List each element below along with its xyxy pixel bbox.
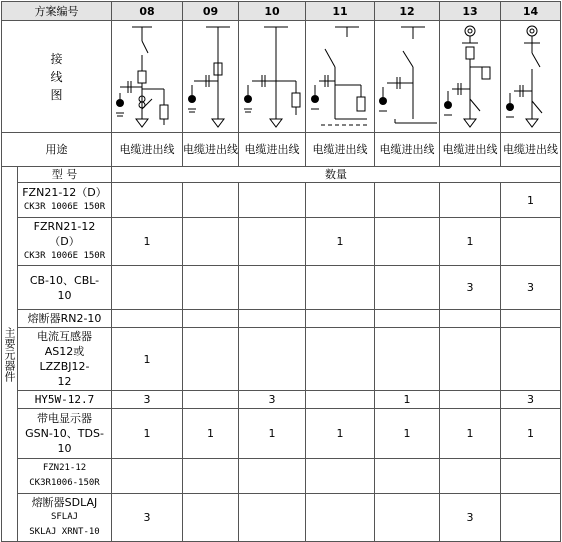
qty-cell — [239, 494, 306, 542]
qty-cell — [239, 328, 306, 391]
qty-cell — [375, 494, 440, 542]
model-line: CK3R 1006E 150R — [23, 251, 106, 261]
qty-cell: 3 — [112, 391, 183, 409]
qty-cell — [183, 328, 239, 391]
wiring-diagram-11 — [307, 23, 373, 131]
qty-cell — [112, 459, 183, 494]
wiring-diagram-14 — [502, 23, 560, 131]
qty-cell: 1 — [440, 409, 501, 459]
qty-cell — [112, 266, 183, 310]
qty-cell — [501, 328, 561, 391]
qty-cell — [501, 218, 561, 266]
qty-cell — [183, 391, 239, 409]
diagram-14 — [501, 21, 561, 133]
qty-cell — [239, 266, 306, 310]
qty-cell — [306, 494, 375, 542]
model-line: 熔断器SDLAJ — [31, 496, 98, 509]
qty-cell: 3 — [501, 391, 561, 409]
qty-cell — [375, 328, 440, 391]
model-line: GSN-10、TDS- — [25, 427, 104, 440]
qty-cell: 3 — [440, 266, 501, 310]
qty-cell: 1 — [440, 218, 501, 266]
qty-cell — [440, 328, 501, 391]
model-line: 10 — [57, 442, 72, 455]
scheme-10: 10 — [239, 2, 306, 21]
diagram-11 — [306, 21, 375, 133]
qty-cell: 1 — [501, 183, 561, 218]
qty-cell — [440, 391, 501, 409]
diagram-08 — [112, 21, 183, 133]
qty-cell — [183, 266, 239, 310]
usage-10: 电缆进出线 — [239, 133, 306, 167]
qty-cell — [501, 459, 561, 494]
diagram-12 — [375, 21, 440, 133]
usage-label: 用途 — [2, 133, 112, 167]
diagram-13 — [440, 21, 501, 133]
wiring-diagram-09 — [184, 23, 238, 131]
qty-cell — [306, 310, 375, 328]
qty-cell: 3 — [239, 391, 306, 409]
scheme-09: 09 — [183, 2, 239, 21]
qty-cell — [306, 391, 375, 409]
usage-row — [2, 133, 561, 167]
usage-12: 电缆进出线 — [375, 133, 440, 167]
table-row — [2, 459, 561, 494]
qty-cell — [306, 266, 375, 310]
qty-cell — [306, 183, 375, 218]
qty-cell — [183, 310, 239, 328]
model-line: 10 — [57, 288, 72, 302]
model-line: FZN21-12 — [42, 463, 87, 473]
model-line: 带电显示器 — [37, 412, 92, 425]
qty-cell — [501, 310, 561, 328]
qty-cell: 1 — [239, 409, 306, 459]
usage-13: 电缆进出线 — [440, 133, 501, 167]
model-cell — [18, 328, 112, 391]
scheme-08: 08 — [112, 2, 183, 21]
table-row — [2, 391, 561, 409]
model-line: CB-10、CBL- — [29, 273, 100, 287]
qty-cell — [112, 310, 183, 328]
qty-cell: 1 — [375, 391, 440, 409]
wiring-label-text: 接 线 图 — [50, 51, 63, 102]
qty-cell — [440, 183, 501, 218]
usage-08: 电缆进出线 — [112, 133, 183, 167]
qty-cell: 1 — [501, 409, 561, 459]
model-cell — [18, 218, 112, 266]
header-row — [2, 2, 561, 21]
model-cell — [18, 459, 112, 494]
qty-cell — [183, 218, 239, 266]
qty-cell — [375, 310, 440, 328]
table-row — [2, 310, 561, 328]
diagram-10 — [239, 21, 306, 133]
model-line: FZN21-12（D） — [22, 186, 107, 199]
model-line: AS12或LZZBJ12- — [39, 345, 90, 373]
qty-cell — [440, 459, 501, 494]
scheme-11: 11 — [306, 2, 375, 21]
table-row — [2, 494, 561, 542]
qty-cell — [239, 459, 306, 494]
qty-cell: 1 — [306, 409, 375, 459]
qty-cell: 1 — [306, 218, 375, 266]
wiring-diagram-12 — [375, 23, 439, 131]
qty-cell: 1 — [112, 218, 183, 266]
qty-cell — [112, 183, 183, 218]
qty-cell: 3 — [501, 266, 561, 310]
qty-cell: 1 — [375, 409, 440, 459]
model-line: SKLAJ XRNT-10 — [29, 527, 100, 537]
table-row — [2, 328, 561, 391]
qty-cell — [375, 218, 440, 266]
qty-cell — [183, 459, 239, 494]
qty-cell — [239, 310, 306, 328]
component-group-label: 主要元器件 — [3, 326, 16, 382]
qty-cell: 3 — [112, 494, 183, 542]
model-line: 熔断器RN2-10 — [27, 312, 102, 325]
model-line: FZRN21-12 — [33, 220, 96, 233]
scheme-14: 14 — [501, 2, 561, 21]
scheme-12: 12 — [375, 2, 440, 21]
qty-cell — [183, 183, 239, 218]
component-group-cell — [2, 167, 18, 542]
wiring-diagram-08 — [112, 23, 182, 131]
table-row — [2, 183, 561, 218]
qty-cell — [183, 494, 239, 542]
model-line: CK3R1006-150R — [29, 478, 100, 488]
qty-cell: 1 — [112, 409, 183, 459]
usage-11: 电缆进出线 — [306, 133, 375, 167]
model-cell — [18, 494, 112, 542]
model-cell — [18, 310, 112, 328]
scheme-number-label: 方案编号 — [2, 2, 112, 21]
model-line: （D） — [49, 235, 80, 248]
table-row — [2, 409, 561, 459]
wiring-diagram-10 — [240, 23, 304, 131]
qty-cell — [375, 183, 440, 218]
wiring-label — [2, 21, 112, 133]
wiring-diagram-13 — [440, 23, 500, 131]
scheme-13: 13 — [440, 2, 501, 21]
model-line: 12 — [57, 375, 72, 388]
diagram-09 — [183, 21, 239, 133]
usage-14: 电缆进出线 — [501, 133, 561, 167]
model-cell — [18, 266, 112, 310]
model-cell — [18, 391, 112, 409]
component-header-row — [2, 167, 561, 183]
qty-cell: 1 — [183, 409, 239, 459]
qty-cell: 1 — [112, 328, 183, 391]
model-line: 电流互感器 — [37, 330, 92, 343]
usage-09: 电缆进出线 — [183, 133, 239, 167]
qty-cell — [239, 218, 306, 266]
qty-cell — [306, 459, 375, 494]
qty-cell — [239, 183, 306, 218]
wiring-row — [2, 21, 561, 133]
qty-cell — [306, 328, 375, 391]
qty-cell — [440, 310, 501, 328]
model-header: 型 号 — [18, 167, 112, 183]
table-row — [2, 266, 561, 310]
table-row — [2, 218, 561, 266]
model-line: CK3R 1006E 150R — [23, 202, 106, 212]
model-line: SFLAJ — [50, 512, 79, 522]
quantity-header: 数量 — [112, 167, 561, 183]
qty-cell: 3 — [440, 494, 501, 542]
qty-cell — [375, 459, 440, 494]
scheme-table — [1, 1, 561, 542]
model-line: HY5W-12.7 — [34, 393, 95, 406]
model-cell — [18, 183, 112, 218]
qty-cell — [501, 494, 561, 542]
model-cell — [18, 409, 112, 459]
qty-cell — [375, 266, 440, 310]
